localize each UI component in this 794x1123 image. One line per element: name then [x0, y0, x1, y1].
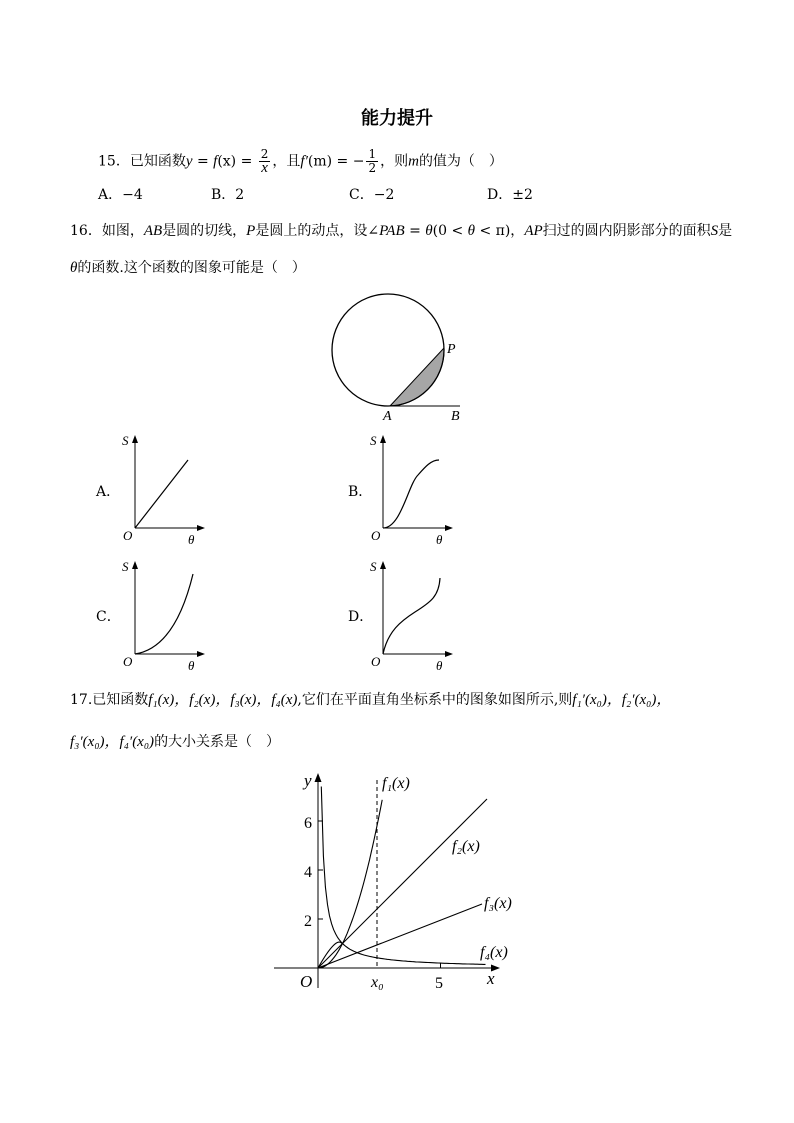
q15-m-paren: (m)	[307, 153, 333, 170]
y-axis-arrow	[315, 773, 322, 782]
q16-l1b: 是圆的切线，	[162, 223, 247, 239]
curve-f2	[318, 799, 487, 968]
q17-graph	[268, 766, 528, 996]
axis-y-label: S	[370, 433, 377, 448]
curve-f1	[319, 800, 383, 968]
q16-line1	[70, 221, 732, 241]
axis-x-label: θ	[188, 532, 195, 547]
q16-l1f: < π)，	[475, 223, 525, 239]
q16-PAB: PAB	[379, 223, 405, 239]
axis-x-label: x	[487, 969, 495, 988]
q15-x-paren: (x)	[217, 153, 237, 170]
axis-x-label: θ	[436, 658, 443, 673]
q17-l1b: ,它们在平面直角坐标系中的图象如图所示,则	[297, 692, 573, 708]
q15-m: m	[408, 153, 419, 170]
q17-line1	[70, 690, 671, 710]
q16-theta1: θ	[425, 223, 433, 239]
origin-label: O	[123, 528, 133, 543]
q17-l1c: f₁′(x₀)，f₂′(x₀)，	[572, 692, 672, 708]
curve-f4	[321, 787, 485, 965]
q15-eq1: =	[192, 153, 214, 170]
q17-funcs: f₁(x)，f₂(x)，f₃(x)，f₄(x)	[148, 692, 298, 708]
q16-l1c: 是圆上的动点，设∠	[255, 223, 380, 239]
q15-eq3: = −	[332, 153, 365, 170]
q16-option-b-label: B．	[348, 484, 373, 500]
label-P: P	[447, 342, 456, 357]
q16-l1a: 16．如图，	[70, 223, 144, 239]
q15-fprime: f′	[300, 153, 308, 170]
q16-l1e: (0 <	[432, 223, 468, 239]
q16-line2	[70, 258, 306, 278]
q16-l1d: =	[404, 223, 426, 239]
origin-label: O	[300, 972, 313, 991]
axis-x-label: θ	[188, 658, 195, 673]
x0-label: x₀	[371, 974, 384, 991]
curve-f3	[318, 904, 482, 968]
curve-c	[135, 574, 193, 654]
label-f2: f₂(x)	[452, 838, 480, 855]
q16-AB: AB	[143, 223, 163, 239]
section-title: 能力提升	[361, 108, 433, 129]
q17-line2	[70, 732, 280, 752]
q15-text	[98, 148, 503, 175]
graph-option-b	[363, 430, 458, 550]
q16-AP: AP	[524, 223, 543, 239]
axis-y-label: S	[370, 559, 377, 574]
graph-option-c	[115, 556, 210, 676]
q15-suffix-b: 的值为（ ）	[418, 153, 503, 170]
circle-outline	[332, 294, 444, 406]
q15-eq2: =	[236, 153, 257, 170]
q15-suffix-a: ，则	[380, 153, 409, 170]
q15-fraction2	[366, 148, 378, 175]
q16-S: S	[710, 223, 719, 239]
label-B: B	[451, 409, 460, 424]
q16-option-c-label: C．	[96, 609, 121, 625]
q16-theta3: θ	[70, 260, 78, 276]
q17-l1a: 17.已知函数	[70, 692, 149, 708]
origin-label: O	[371, 528, 381, 543]
q16-theta2: θ	[467, 223, 476, 239]
graph-option-d	[363, 556, 458, 676]
q15-middle: ，且	[272, 153, 301, 170]
x-tick-5: 5	[435, 975, 443, 992]
circle-tangent-figure	[320, 286, 470, 426]
q15-frac2-den: 2	[368, 161, 377, 175]
q15-frac2-num: 1	[368, 147, 377, 161]
q17-l2b: 的大小关系是（ ）	[154, 734, 281, 750]
origin-label: O	[123, 654, 133, 669]
y-tick-2: 2	[304, 913, 312, 930]
q16-option-a-label: A．	[96, 484, 121, 500]
y-tick-4: 4	[304, 864, 312, 881]
q15-prefix: 15．已知函数	[98, 153, 186, 170]
q17-l2a: f₃′(x₀)，f₄′(x₀)	[70, 734, 155, 750]
label-f1: f₁(x)	[382, 775, 410, 792]
curve-a	[135, 460, 188, 528]
axis-y-label: S	[122, 559, 129, 574]
axis-y-label: y	[304, 771, 312, 790]
graph-option-a	[115, 430, 210, 550]
q16-option-d-label: D．	[348, 609, 374, 625]
q15-fraction	[259, 148, 271, 175]
q15-frac-den: x	[261, 160, 268, 176]
q15-f: f	[213, 153, 218, 170]
q15-option-a: A．−4	[98, 187, 143, 203]
axis-y-label: S	[122, 433, 129, 448]
curve-b	[383, 460, 439, 528]
label-f3: f₃(x)	[484, 895, 512, 912]
q16-l1g: 扫过的圆内阴影部分的面积	[542, 223, 711, 239]
label-A: A	[383, 409, 392, 424]
curve-d	[383, 578, 440, 654]
y-tick-6: 6	[304, 815, 312, 832]
q15-option-c: C．−2	[349, 187, 395, 203]
q16-P: P	[246, 223, 256, 239]
label-f4: f₄(x)	[480, 944, 508, 961]
q15-frac-num: 2	[260, 147, 269, 161]
q15-option-d: D．±2	[487, 187, 533, 203]
q16-l2a: 的函数.这个函数的图象可能是（ ）	[77, 260, 306, 276]
q16-l1h: 是	[718, 223, 733, 239]
q15-option-b: B．2	[211, 187, 245, 203]
origin-label: O	[371, 654, 381, 669]
axis-x-label: θ	[436, 532, 443, 547]
q15-var-y: y	[185, 153, 193, 170]
